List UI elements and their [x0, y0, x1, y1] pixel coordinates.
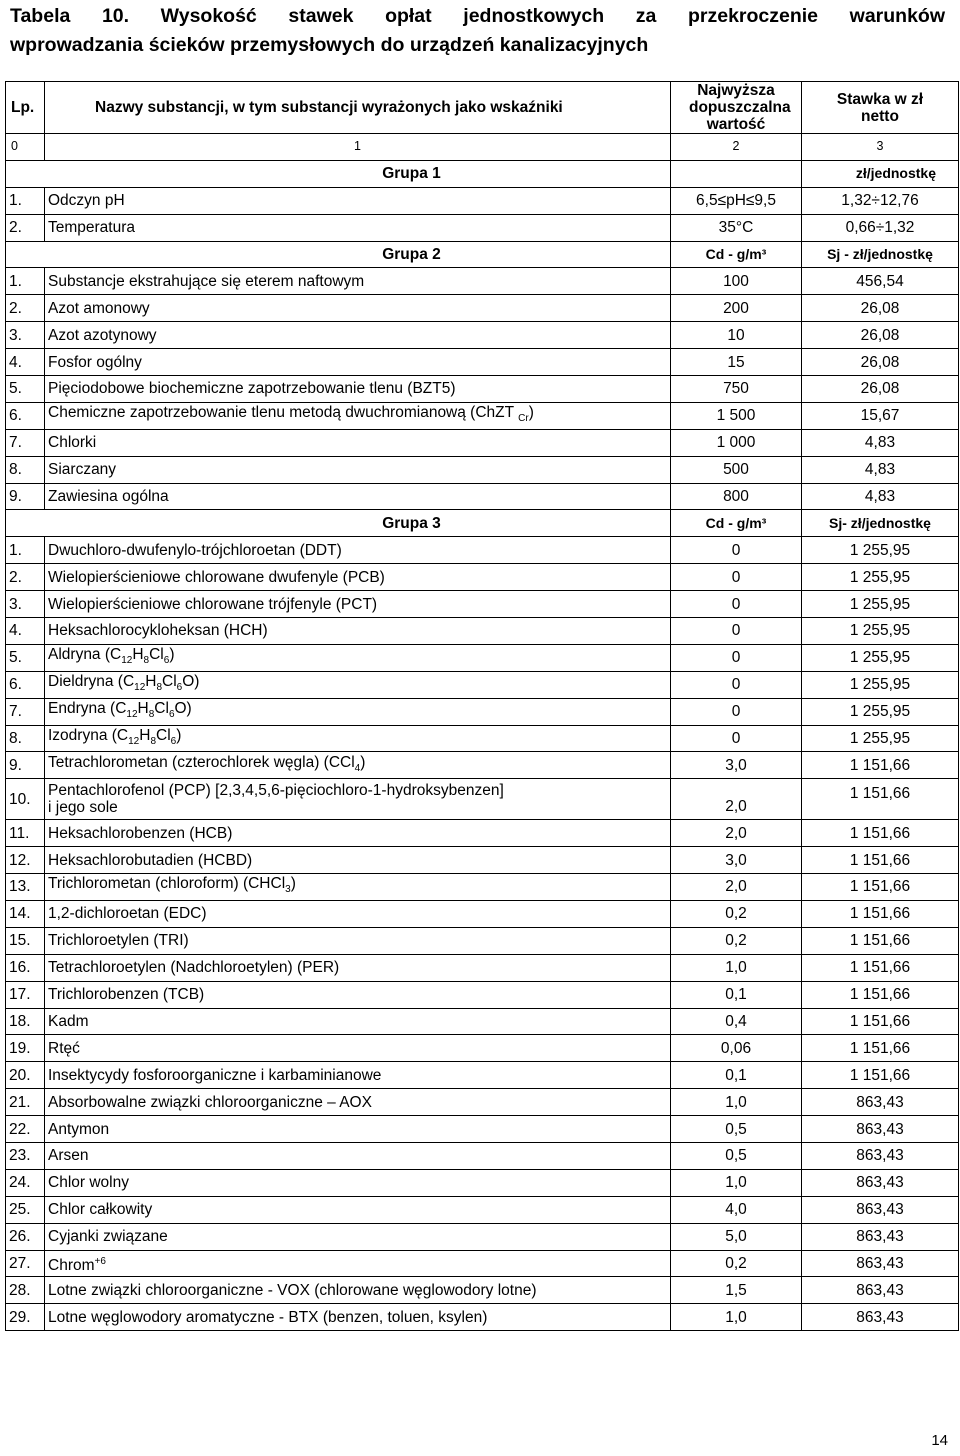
rate-value: 1,32÷12,76	[802, 187, 959, 214]
max-value: 2,0	[671, 874, 802, 901]
substance-name: Heksachlorobutadien (HCBD)	[45, 847, 671, 874]
table-row	[6, 456, 959, 483]
max-value: 0	[671, 725, 802, 752]
row-number: 10.	[6, 779, 45, 820]
rate-value: 863,43	[802, 1089, 959, 1116]
rate-value: 1 151,66	[802, 820, 959, 847]
table-row	[6, 725, 959, 752]
substance-name: Trichloroetylen (TRI)	[45, 927, 671, 954]
table-row	[6, 954, 959, 981]
header-row	[6, 82, 959, 134]
group-unit-max	[671, 160, 802, 187]
row-number: 8.	[6, 725, 45, 752]
substance-name: Dieldryna $(C_{12}H_8Cl_6O)$	[45, 671, 671, 698]
row-number: 9.	[6, 483, 45, 510]
row-number: 14.	[6, 900, 45, 927]
max-value: 200	[671, 295, 802, 322]
row-number: 13.	[6, 874, 45, 901]
substance-name: Heksachlorocykloheksan (HCH)	[45, 618, 671, 645]
max-value: 0,5	[671, 1116, 802, 1143]
row-number: 12.	[6, 847, 45, 874]
row-number: 3.	[6, 322, 45, 349]
max-value: 1,0	[671, 1169, 802, 1196]
max-value: 6,5≤pH≤9,5	[671, 187, 802, 214]
rate-value: 1 151,66	[802, 779, 959, 820]
rate-value: 1 255,95	[802, 725, 959, 752]
substance-name: Pentachlorofenol (PCP) [2,3,4,5,6-pięciochloro-1-hydroksybenzen] i jego sole	[45, 779, 671, 820]
rate-value: 863,43	[802, 1250, 959, 1277]
group-name: Grupa 2	[6, 241, 671, 268]
max-value: 1 500	[671, 402, 802, 429]
row-number: 4.	[6, 618, 45, 645]
row-number: 20.	[6, 1062, 45, 1089]
table-row	[6, 1116, 959, 1143]
rate-value: 456,54	[802, 268, 959, 295]
rate-value: 1 255,95	[802, 698, 959, 725]
max-value: 500	[671, 456, 802, 483]
table-row	[6, 927, 959, 954]
table-row	[6, 847, 959, 874]
rate-value: 1 151,66	[802, 1062, 959, 1089]
substance-name: Arsen	[45, 1142, 671, 1169]
rate-value: 863,43	[802, 1196, 959, 1223]
substance-name: Azot azotynowy	[45, 322, 671, 349]
substance-name: Wielopierścieniowe chlorowane dwufenyle (PCB)	[45, 564, 671, 591]
table-row	[6, 752, 959, 779]
rate-value: 1 151,66	[802, 752, 959, 779]
row-number: 2.	[6, 295, 45, 322]
table-row	[6, 1196, 959, 1223]
max-value: 1,0	[671, 1304, 802, 1331]
group-unit-rate: Sj- zł/jednostkę	[802, 510, 959, 537]
rate-value: 1 255,95	[802, 671, 959, 698]
table-row	[6, 671, 959, 698]
substance-name: Rtęć	[45, 1035, 671, 1062]
group-name: Grupa 1	[6, 160, 671, 187]
table-row	[6, 537, 959, 564]
table-row	[6, 981, 959, 1008]
substance-name: Lotne związki chloroorganiczne - VOX (chlorowane węglowodory lotne)	[45, 1277, 671, 1304]
table-row	[6, 1008, 959, 1035]
rate-value: 1 151,66	[802, 900, 959, 927]
table-row	[6, 900, 959, 927]
table-row	[6, 376, 959, 403]
row-number: 6.	[6, 402, 45, 429]
max-value: 0,5	[671, 1142, 802, 1169]
substance-name: Chemiczne zapotrzebowanie tlenu metodą dwuchromianową (ChZT $_{Cr}$)	[45, 402, 671, 429]
group3-header-row	[6, 510, 959, 537]
row-number: 16.	[6, 954, 45, 981]
max-value: 0,06	[671, 1035, 802, 1062]
rate-value: 15,67	[802, 402, 959, 429]
max-value: 0	[671, 618, 802, 645]
rate-value: 26,08	[802, 295, 959, 322]
group-unit-max: Cd - g/m³	[671, 241, 802, 268]
table-row	[6, 1250, 959, 1277]
substance-name: Temperatura	[45, 214, 671, 241]
rate-value: 863,43	[802, 1116, 959, 1143]
max-value: 1,0	[671, 954, 802, 981]
header-name: Nazwy substancji, w tym substancji wyrażonych jako wskaźniki	[45, 82, 671, 134]
row-number: 21.	[6, 1089, 45, 1116]
max-value: 0	[671, 564, 802, 591]
max-value: 1 000	[671, 429, 802, 456]
table-row	[6, 402, 959, 429]
group2-header-row	[6, 241, 959, 268]
substance-name: Odczyn pH	[45, 187, 671, 214]
table-row	[6, 187, 959, 214]
row-number: 1.	[6, 187, 45, 214]
table-row	[6, 1277, 959, 1304]
max-value: 5,0	[671, 1223, 802, 1250]
fees-table	[5, 81, 959, 1331]
substance-name: Fosfor ogólny	[45, 349, 671, 376]
table-title	[10, 2, 945, 60]
table-row	[6, 429, 959, 456]
substance-name: Wielopierścieniowe chlorowane trójfenyle (PCT)	[45, 591, 671, 618]
substance-name: Absorbowalne związki chloroorganiczne – AOX	[45, 1089, 671, 1116]
index-cell: 3	[802, 134, 959, 161]
substance-name: Antymon	[45, 1116, 671, 1143]
rate-value: 863,43	[802, 1277, 959, 1304]
max-value: 1,0	[671, 1089, 802, 1116]
table-row	[6, 564, 959, 591]
table-row	[6, 644, 959, 671]
rate-value: 1 151,66	[802, 847, 959, 874]
rate-value: 863,43	[802, 1142, 959, 1169]
max-value: 0	[671, 644, 802, 671]
row-number: 2.	[6, 564, 45, 591]
max-value: 0	[671, 591, 802, 618]
row-number: 2.	[6, 214, 45, 241]
substance-name: Azot amonowy	[45, 295, 671, 322]
row-number: 28.	[6, 1277, 45, 1304]
max-value: 0,2	[671, 927, 802, 954]
table-row	[6, 820, 959, 847]
max-value: 800	[671, 483, 802, 510]
table-row	[6, 1062, 959, 1089]
table-row	[6, 349, 959, 376]
index-row	[6, 134, 959, 161]
substance-name: Substancje ekstrahujące się eterem naftowym	[45, 268, 671, 295]
substance-name: Chlor wolny	[45, 1169, 671, 1196]
table-row	[6, 698, 959, 725]
row-number: 26.	[6, 1223, 45, 1250]
row-number: 18.	[6, 1008, 45, 1035]
substance-name: Zawiesina ogólna	[45, 483, 671, 510]
max-value: 2,0	[671, 779, 802, 820]
rate-value: 1 151,66	[802, 1035, 959, 1062]
substance-name: Siarczany	[45, 456, 671, 483]
max-value: 35°C	[671, 214, 802, 241]
table-row	[6, 268, 959, 295]
rate-value: 1 151,66	[802, 927, 959, 954]
rate-value: 1 255,95	[802, 591, 959, 618]
table-row	[6, 1142, 959, 1169]
rate-value: 863,43	[802, 1223, 959, 1250]
rate-value: 4,83	[802, 429, 959, 456]
index-cell: 0	[6, 134, 45, 161]
rate-value: 1 255,95	[802, 618, 959, 645]
rate-value: 863,43	[802, 1169, 959, 1196]
max-value: 3,0	[671, 847, 802, 874]
max-value: 0,1	[671, 1062, 802, 1089]
rate-value: 26,08	[802, 376, 959, 403]
rate-value: 1 151,66	[802, 874, 959, 901]
max-value: 100	[671, 268, 802, 295]
rate-value: 1 255,95	[802, 644, 959, 671]
max-value: 15	[671, 349, 802, 376]
table-row	[6, 295, 959, 322]
substance-name: Chlorki	[45, 429, 671, 456]
max-value: 0	[671, 698, 802, 725]
table-row	[6, 779, 959, 820]
row-number: 11.	[6, 820, 45, 847]
table-row	[6, 1089, 959, 1116]
row-number: 24.	[6, 1169, 45, 1196]
max-value: 4,0	[671, 1196, 802, 1223]
table-row	[6, 322, 959, 349]
page-number: 14	[931, 1432, 948, 1449]
substance-name: Tetrachloroetylen (Nadchloroetylen) (PER)	[45, 954, 671, 981]
row-number: 25.	[6, 1196, 45, 1223]
title-line-1: Tabela 10. Wysokość stawek opłat jednostkowych za przekroczenie warunków	[10, 5, 945, 27]
table-row	[6, 1223, 959, 1250]
rate-value: 863,43	[802, 1304, 959, 1331]
max-value: 0,1	[671, 981, 802, 1008]
row-number: 27.	[6, 1250, 45, 1277]
header-lp: Lp.	[6, 82, 45, 134]
substance-name: Aldryna $(C_{12}H_8Cl_6)$	[45, 644, 671, 671]
rate-value: 0,66÷1,32	[802, 214, 959, 241]
row-number: 5.	[6, 644, 45, 671]
max-value: 0,2	[671, 900, 802, 927]
max-value: 1,5	[671, 1277, 802, 1304]
row-number: 6.	[6, 671, 45, 698]
index-cell: 1	[45, 134, 671, 161]
substance-name: Insektycydy fosforoorganiczne i karbaminianowe	[45, 1062, 671, 1089]
rate-value: 1 255,95	[802, 564, 959, 591]
row-number: 23.	[6, 1142, 45, 1169]
row-number: 1.	[6, 537, 45, 564]
row-number: 9.	[6, 752, 45, 779]
group-name: Grupa 3	[6, 510, 671, 537]
substance-name: Pięciodobowe biochemiczne zapotrzebowanie tlenu (BZT5)	[45, 376, 671, 403]
index-cell: 2	[671, 134, 802, 161]
substance-name: Cyjanki związane	[45, 1223, 671, 1250]
substance-name: Heksachlorobenzen (HCB)	[45, 820, 671, 847]
substance-name: 1,2-dichloroetan (EDC)	[45, 900, 671, 927]
rate-value: 1 151,66	[802, 954, 959, 981]
title-line-2: wprowadzania ścieków przemysłowych do urządzeń kanalizacyjnych	[10, 34, 649, 56]
substance-name: Lotne węglowodory aromatyczne - BTX (benzen, toluen, ksylen)	[45, 1304, 671, 1331]
row-number: 3.	[6, 591, 45, 618]
group-unit-max: Cd - g/m³	[671, 510, 802, 537]
max-value: 750	[671, 376, 802, 403]
header-rate: Stawka w zł netto	[802, 82, 959, 134]
row-number: 15.	[6, 927, 45, 954]
substance-name: Tetrachlorometan (czterochlorek węgla) (CCl$_4$)	[45, 752, 671, 779]
max-value: 0,2	[671, 1250, 802, 1277]
max-value: 3,0	[671, 752, 802, 779]
table-row	[6, 591, 959, 618]
row-number: 19.	[6, 1035, 45, 1062]
substance-name: Trichlorometan (chloroform) (CHCl$_3$)	[45, 874, 671, 901]
max-value: 0,4	[671, 1008, 802, 1035]
header-max: Najwyższa dopuszczalna wartość	[671, 82, 802, 134]
table-row	[6, 214, 959, 241]
group1-header-row	[6, 160, 959, 187]
table-row	[6, 618, 959, 645]
table-row	[6, 874, 959, 901]
table-row	[6, 1035, 959, 1062]
row-number: 29.	[6, 1304, 45, 1331]
substance-name: Chrom$^{+6}$	[45, 1250, 671, 1277]
max-value: 10	[671, 322, 802, 349]
row-number: 5.	[6, 376, 45, 403]
substance-name: Izodryna $(C_{12}H_8Cl_6)$	[45, 725, 671, 752]
rate-value: 1 151,66	[802, 981, 959, 1008]
group-unit-rate: Sj - zł/jednostkę	[802, 241, 959, 268]
substance-name: Endryna $(C_{12}H_8Cl_6O)$	[45, 698, 671, 725]
rate-value: 1 255,95	[802, 537, 959, 564]
table-row	[6, 1304, 959, 1331]
table-row	[6, 1169, 959, 1196]
max-value: 0	[671, 671, 802, 698]
rate-value: 4,83	[802, 456, 959, 483]
rate-value: 1 151,66	[802, 1008, 959, 1035]
rate-value: 26,08	[802, 349, 959, 376]
row-number: 1.	[6, 268, 45, 295]
substance-name: Kadm	[45, 1008, 671, 1035]
row-number: 7.	[6, 698, 45, 725]
substance-name: Chlor całkowity	[45, 1196, 671, 1223]
row-number: 4.	[6, 349, 45, 376]
max-value: 2,0	[671, 820, 802, 847]
row-number: 17.	[6, 981, 45, 1008]
rate-value: 26,08	[802, 322, 959, 349]
group-unit-rate: zł/jednostkę	[802, 160, 959, 187]
max-value: 0	[671, 537, 802, 564]
row-number: 22.	[6, 1116, 45, 1143]
rate-value: 4,83	[802, 483, 959, 510]
table-row	[6, 483, 959, 510]
row-number: 8.	[6, 456, 45, 483]
substance-name: Trichlorobenzen (TCB)	[45, 981, 671, 1008]
row-number: 7.	[6, 429, 45, 456]
substance-name: Dwuchloro-dwufenylo-trójchloroetan (DDT)	[45, 537, 671, 564]
